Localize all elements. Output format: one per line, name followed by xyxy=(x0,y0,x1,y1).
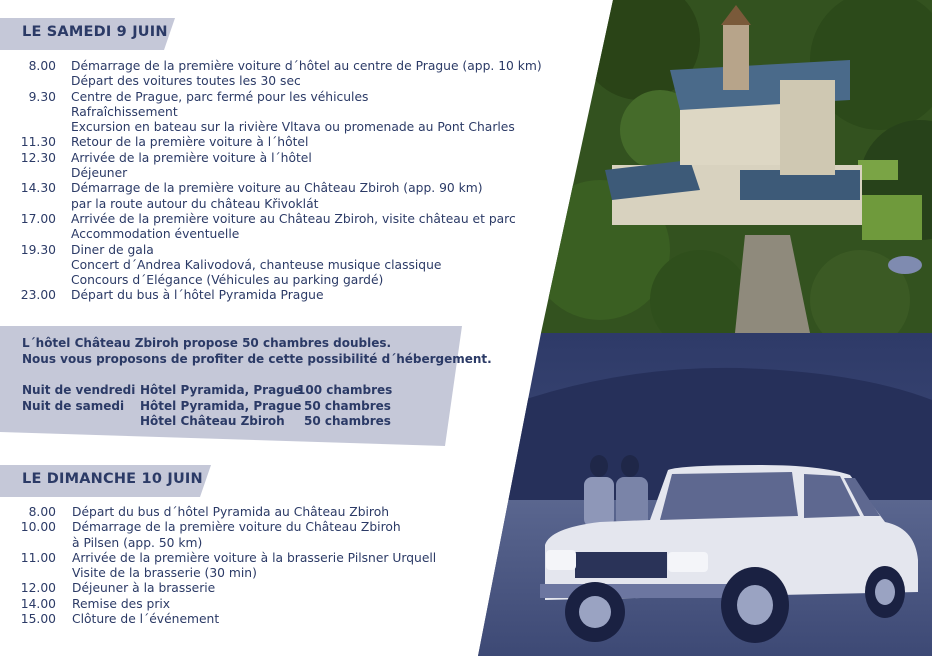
activity: Arrivée de la première voiture au Château Zbiroh, visite château et parc xyxy=(71,211,516,226)
castle-photo xyxy=(530,0,932,350)
room-count: 50 chambres xyxy=(304,399,391,413)
schedule-row xyxy=(0,105,520,120)
activity: Remise des prix xyxy=(72,596,171,611)
activity: Démarrage de la première voiture du Château Zbiroh xyxy=(72,520,401,535)
time: 19.30 xyxy=(20,242,56,257)
schedule-row xyxy=(0,90,520,105)
room-count: 100 chambres xyxy=(297,383,393,397)
sunday-heading xyxy=(0,465,215,497)
schedule-row xyxy=(0,74,520,89)
activity: Déjeuner à la brasserie xyxy=(72,581,216,596)
activity: Centre de Prague, parc fermé pour les véhicules xyxy=(71,89,369,104)
activity: Excursion en bateau sur la rivière Vltava ou promenade au Pont Charles xyxy=(71,120,515,135)
car-photo xyxy=(470,333,932,656)
activity: Retour de la première voiture à l´hôtel xyxy=(71,135,309,150)
hotel-name: Hôtel Château Zbiroh xyxy=(140,414,285,428)
activity: Clôture de l´événement xyxy=(72,612,220,627)
schedule-row xyxy=(0,212,520,227)
time: 12.30 xyxy=(20,150,56,165)
schedule-row xyxy=(0,227,520,242)
activity: Démarrage de la première voiture au Château Zbiroh (app. 90 km) xyxy=(71,181,483,196)
activity: Rafraîchissement xyxy=(71,104,178,119)
schedule-row xyxy=(0,181,520,196)
schedule-row xyxy=(0,151,520,166)
time: 12.00 xyxy=(20,581,56,596)
schedule-row xyxy=(0,612,440,627)
schedule-row xyxy=(0,520,440,535)
activity: à Pilsen (app. 50 km) xyxy=(72,535,203,550)
schedule-row xyxy=(0,536,440,551)
activity: Arrivée de la première voiture à l´hôtel xyxy=(71,150,312,165)
schedule-row xyxy=(0,273,520,288)
hotel-name: Hôtel Pyramida, Prague xyxy=(140,399,302,413)
time: 14.00 xyxy=(20,596,56,611)
schedule-row xyxy=(0,197,520,212)
activity: Concert d´Andrea Kalivodová, chanteuse musique classique xyxy=(71,257,442,272)
saturday-heading xyxy=(0,18,180,50)
activity: Départ du bus à l´hôtel Pyramida Prague xyxy=(71,288,324,303)
night-label: Nuit de vendredi xyxy=(22,383,136,397)
schedule-row xyxy=(0,166,520,181)
sunday-schedule xyxy=(0,505,440,627)
hotel-name: Hôtel Pyramida, Prague xyxy=(140,383,302,397)
time: 8.00 xyxy=(28,505,56,519)
activity: Départ du bus d´hôtel Pyramida au Château Zbiroh xyxy=(72,505,390,519)
room-count: 50 chambres xyxy=(304,414,391,428)
time: 10.00 xyxy=(20,520,56,535)
schedule-row xyxy=(0,505,440,520)
note-line-2: Nous vous proposons de profiter de cette possibilité d´hébergement. xyxy=(22,352,492,366)
activity: Arrivée de la première voiture à la brasserie Pilsner Urquell xyxy=(72,550,437,565)
activity: par la route autour du château Křivoklát xyxy=(71,196,319,211)
sunday-title: LE DIMANCHE 10 JUIN xyxy=(22,471,203,487)
time: 17.00 xyxy=(20,211,56,226)
activity: Démarrage de la première voiture d´hôtel au centre de Prague (app. 10 km) xyxy=(71,59,542,73)
schedule-row xyxy=(0,243,520,258)
schedule-row xyxy=(0,258,520,273)
time: 15.00 xyxy=(20,612,56,627)
schedule-row xyxy=(0,566,440,581)
time: 11.30 xyxy=(20,135,56,150)
activity: Déjeuner xyxy=(71,166,128,181)
time: 8.00 xyxy=(28,59,56,73)
schedule-row xyxy=(0,288,520,303)
activity: Départ des voitures toutes les 30 sec xyxy=(71,74,301,89)
schedule-row xyxy=(0,597,440,612)
saturday-schedule xyxy=(0,59,542,304)
time: 9.30 xyxy=(28,89,56,104)
activity: Concours d´Elégance (Véhicules au parking gardé) xyxy=(71,273,384,288)
schedule-row xyxy=(0,120,520,135)
activity: Diner de gala xyxy=(71,242,154,257)
schedule-row xyxy=(0,135,520,150)
accommodation-note xyxy=(0,326,492,446)
night-label: Nuit de samedi xyxy=(22,399,125,413)
saturday-title: LE SAMEDI 9 JUIN xyxy=(22,24,168,40)
note-line-1: L´hôtel Château Zbiroh propose 50 chambres doubles. xyxy=(22,336,392,350)
time: 14.30 xyxy=(20,181,56,196)
schedule-row xyxy=(0,581,440,596)
activity: Accommodation éventuelle xyxy=(71,227,240,242)
time: 23.00 xyxy=(20,288,56,303)
time: 11.00 xyxy=(20,550,56,565)
activity: Visite de la brasserie (30 min) xyxy=(72,566,257,581)
schedule-row xyxy=(0,551,440,566)
schedule-row xyxy=(0,59,542,74)
